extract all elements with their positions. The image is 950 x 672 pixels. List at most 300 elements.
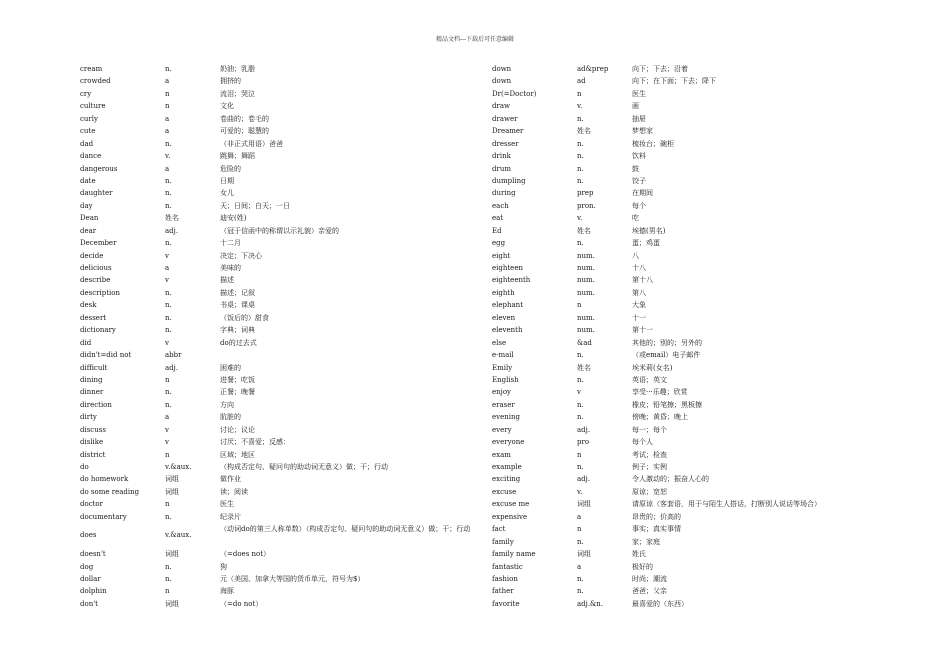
vocab-word: dining	[80, 375, 103, 384]
vocab-part-of-speech: n	[577, 525, 582, 534]
vocab-word: dad	[80, 139, 94, 148]
vocab-part-of-speech: a	[165, 77, 170, 86]
vocabulary-row	[492, 449, 922, 461]
vocab-word: day	[80, 201, 93, 210]
vocab-word: excuse	[492, 487, 517, 496]
vocab-word: eleventh	[492, 326, 523, 335]
vocab-part-of-speech: n.	[165, 313, 172, 322]
vocabulary-row	[492, 498, 922, 510]
vocab-part-of-speech: n.	[577, 587, 584, 596]
vocab-meaning: 梦想家	[632, 127, 653, 136]
vocab-meaning: 画	[632, 102, 639, 111]
vocab-meaning: 吃	[632, 214, 639, 223]
vocab-meaning: 梳妆台；碗柜	[632, 139, 674, 148]
vocabulary-row	[80, 299, 485, 311]
vocab-word: elephant	[492, 301, 524, 310]
vocabulary-row	[80, 113, 485, 125]
vocab-part-of-speech: pron.	[577, 201, 596, 210]
vocab-word: December	[80, 239, 117, 248]
vocabulary-row	[492, 374, 922, 386]
vocabulary-row	[492, 262, 922, 274]
vocab-part-of-speech: n.	[165, 400, 172, 409]
vocabulary-row	[80, 287, 485, 299]
vocab-word: dislike	[80, 438, 104, 447]
vocabulary-row	[80, 473, 485, 485]
vocab-meaning: 元（美国、加拿大等国的货币单元，符号为$）	[220, 574, 365, 583]
vocabulary-row	[80, 386, 485, 398]
vocab-word: dumpling	[492, 176, 526, 185]
vocab-meaning: 家；家庭	[632, 537, 660, 546]
vocab-word: dance	[80, 152, 102, 161]
vocab-part-of-speech: v.&aux.	[165, 531, 192, 540]
vocab-meaning: 每个	[632, 201, 646, 210]
vocabulary-row	[80, 436, 485, 448]
vocab-meaning: 迪安(姓)	[220, 214, 247, 223]
vocab-word: Dreamer	[492, 127, 524, 136]
vocab-part-of-speech: n.	[165, 288, 172, 297]
vocabulary-row	[80, 75, 485, 87]
vocab-word: cream	[80, 65, 103, 73]
vocab-meaning: 时尚；潮流	[632, 574, 667, 583]
vocab-word: does	[80, 531, 97, 540]
vocab-meaning: 卷曲的；卷毛的	[220, 114, 269, 123]
vocab-meaning: 第十八	[632, 276, 653, 285]
vocab-meaning: 日期	[220, 176, 234, 185]
vocab-part-of-speech: n.	[165, 176, 172, 185]
vocab-word: dirty	[80, 413, 97, 422]
vocab-part-of-speech: a	[165, 164, 170, 173]
vocab-part-of-speech: abbr	[165, 351, 182, 360]
vocab-word: don't	[80, 599, 98, 608]
vocabulary-row	[492, 598, 922, 610]
vocab-meaning: （非正式用语）爸爸	[220, 139, 283, 148]
vocab-part-of-speech: num.	[577, 251, 595, 260]
vocabulary-row	[80, 449, 485, 461]
vocab-meaning: 例子；实例	[632, 463, 667, 471]
vocab-meaning: 纪录片	[220, 512, 241, 521]
vocab-meaning: 可爱的；聪慧的	[220, 127, 269, 136]
vocab-word: desk	[80, 301, 97, 310]
vocabulary-row	[492, 113, 922, 125]
vocabulary-row	[492, 486, 922, 498]
vocab-word: do homework	[80, 475, 129, 484]
vocab-meaning: （=does not）	[220, 550, 271, 559]
vocab-part-of-speech: n.	[577, 176, 584, 185]
vocab-word: drink	[492, 152, 511, 161]
vocabulary-row	[80, 461, 485, 473]
vocab-meaning: 第八	[632, 288, 646, 297]
vocab-word: enjoy	[492, 388, 511, 397]
vocab-word: discuss	[80, 425, 106, 434]
vocab-meaning: 十二月	[220, 239, 241, 248]
vocab-part-of-speech: 词组	[577, 500, 591, 509]
vocab-part-of-speech: adj.	[165, 226, 179, 235]
vocab-meaning: 昂贵的；价高的	[632, 512, 681, 521]
vocab-meaning: 八	[632, 251, 639, 260]
vocabulary-column-left	[80, 63, 485, 610]
vocab-meaning: 十八	[632, 264, 646, 272]
vocab-meaning: 描述；记叙	[220, 288, 255, 297]
vocab-part-of-speech: n.	[577, 152, 584, 161]
vocab-part-of-speech: n.	[577, 537, 584, 546]
vocab-meaning: 鼓	[632, 164, 639, 173]
vocabulary-row	[492, 212, 922, 224]
vocab-meaning: 危险的	[220, 164, 241, 173]
vocab-part-of-speech: n	[577, 89, 582, 98]
vocab-part-of-speech: v	[577, 388, 581, 397]
vocab-word: direction	[80, 400, 112, 409]
vocab-meaning: 医生	[220, 500, 234, 509]
vocab-word: during	[492, 189, 516, 198]
vocab-part-of-speech: n.	[577, 351, 584, 360]
vocabulary-row	[80, 498, 485, 510]
vocabulary-row	[492, 561, 922, 573]
vocabulary-row	[80, 548, 485, 560]
vocabulary-row	[80, 274, 485, 286]
vocab-part-of-speech: n.	[577, 574, 584, 583]
vocab-word: did	[80, 338, 92, 347]
vocabulary-row	[492, 436, 922, 448]
vocab-word: dangerous	[80, 164, 118, 173]
vocab-meaning: 进餐；吃饭	[220, 375, 255, 384]
vocab-word: dinner	[80, 388, 104, 397]
vocab-part-of-speech: n.	[165, 562, 172, 571]
vocab-part-of-speech: n.	[165, 239, 172, 248]
vocabulary-row	[80, 312, 485, 324]
vocab-meaning: 女儿	[220, 189, 234, 198]
vocab-meaning: 讨厌；不喜爱；反感：	[220, 438, 290, 447]
vocabulary-row	[80, 598, 485, 610]
vocab-meaning: 事实；真实事情	[632, 525, 681, 534]
vocab-word: English	[492, 375, 519, 384]
vocab-meaning: 医生	[632, 89, 646, 98]
vocabulary-row	[80, 424, 485, 436]
vocab-meaning: 最喜爱的（东西）	[632, 599, 688, 608]
vocab-meaning: 饺子	[632, 176, 646, 185]
vocab-meaning: 英语；英文	[632, 375, 667, 384]
vocab-meaning: 向下；下去；沿着	[632, 65, 688, 73]
vocabulary-row	[80, 100, 485, 112]
vocab-meaning: 抽屉	[632, 114, 646, 123]
vocab-meaning: 狗	[220, 562, 227, 571]
vocab-part-of-speech: 姓名	[577, 127, 591, 136]
vocab-part-of-speech: n	[165, 450, 170, 459]
vocab-part-of-speech: n.	[577, 413, 584, 422]
vocab-word: describe	[80, 276, 111, 285]
vocab-word: exciting	[492, 475, 521, 484]
vocab-meaning: （冠于信函中的称谓以示礼貌）亲爱的	[220, 226, 339, 235]
vocabulary-row	[80, 523, 485, 548]
vocabulary-row	[80, 63, 485, 75]
vocab-meaning: 极好的	[632, 562, 653, 571]
vocab-meaning: 字典；词典	[220, 326, 255, 335]
vocab-meaning: 考试；检查	[632, 450, 667, 459]
vocabulary-row	[492, 163, 922, 175]
vocab-word: doesn't	[80, 550, 106, 559]
vocab-part-of-speech: adj.	[577, 475, 591, 484]
vocab-part-of-speech: v	[165, 338, 169, 347]
vocabulary-row	[492, 461, 922, 473]
vocab-word: date	[80, 176, 96, 185]
vocab-word: exam	[492, 450, 511, 459]
vocabulary-row	[80, 138, 485, 150]
vocab-word: cry	[80, 89, 92, 98]
vocab-part-of-speech: n	[165, 587, 170, 596]
vocabulary-row	[492, 187, 922, 199]
vocab-word: dog	[80, 562, 94, 571]
vocab-word: do some reading	[80, 487, 140, 496]
vocabulary-row	[492, 411, 922, 423]
vocab-meaning: （动词do的第三人称单数）（构成否定句、疑问句的助动词无意义）做；干；行动	[220, 525, 471, 534]
vocab-part-of-speech: n.	[165, 574, 172, 583]
vocab-word: eat	[492, 214, 504, 223]
vocab-meaning: 读；阅读	[220, 487, 248, 496]
vocab-word: eighteenth	[492, 276, 531, 285]
vocab-meaning: 埃米莉(女名)	[632, 363, 673, 372]
vocab-meaning: 饮料	[632, 152, 646, 161]
vocab-word: dictionary	[80, 326, 116, 335]
vocab-meaning: 流泪；哭泣	[220, 89, 255, 98]
vocabulary-row	[492, 63, 922, 75]
vocabulary-row	[80, 237, 485, 249]
vocabulary-row	[80, 262, 485, 274]
vocab-word: do	[80, 463, 89, 471]
vocab-word: excuse me	[492, 500, 530, 509]
vocab-part-of-speech: &ad	[577, 338, 592, 347]
vocabulary-row	[492, 150, 922, 162]
vocab-part-of-speech: n.	[165, 301, 172, 310]
vocabulary-row	[80, 250, 485, 262]
vocabulary-row	[492, 237, 922, 249]
vocabulary-row	[80, 150, 485, 162]
vocab-part-of-speech: n.	[577, 164, 584, 173]
vocab-meaning: 决定；下决心	[220, 251, 262, 260]
vocab-meaning: 肮脏的	[220, 413, 241, 422]
vocab-part-of-speech: num.	[577, 313, 595, 322]
vocab-meaning: 做作业	[220, 475, 241, 484]
vocabulary-row	[492, 125, 922, 137]
vocab-meaning: 正餐；晚餐	[220, 388, 255, 397]
vocab-meaning: do的过去式	[220, 338, 257, 347]
vocab-part-of-speech: a	[165, 413, 170, 422]
vocab-word: dollar	[80, 574, 101, 583]
vocabulary-row	[492, 536, 922, 548]
vocabulary-row	[492, 88, 922, 100]
vocab-meaning: 大象	[632, 301, 646, 310]
vocab-word: example	[492, 463, 522, 471]
vocab-part-of-speech: n	[577, 450, 582, 459]
vocabulary-row	[492, 585, 922, 597]
vocab-word: down	[492, 65, 512, 73]
vocab-meaning: 描述	[220, 276, 234, 285]
vocabulary-row	[80, 88, 485, 100]
vocab-part-of-speech: 词组	[165, 475, 179, 484]
vocabulary-row	[80, 225, 485, 237]
vocab-part-of-speech: v.	[577, 214, 583, 223]
vocabulary-row	[80, 212, 485, 224]
vocab-part-of-speech: adj.	[577, 425, 591, 434]
vocabulary-row	[492, 225, 922, 237]
vocab-word: favorite	[492, 599, 520, 608]
vocab-part-of-speech: v	[165, 425, 169, 434]
vocab-part-of-speech: v.&aux.	[165, 463, 192, 471]
vocab-part-of-speech: v.	[577, 102, 583, 111]
vocab-part-of-speech: 姓名	[577, 226, 591, 235]
vocab-part-of-speech: a	[577, 562, 582, 571]
vocab-word: dessert	[80, 313, 107, 322]
vocab-part-of-speech: v	[165, 251, 169, 260]
vocabulary-row	[492, 511, 922, 523]
vocabulary-row	[492, 274, 922, 286]
vocab-part-of-speech: 词组	[165, 599, 179, 608]
vocabulary-row	[492, 287, 922, 299]
vocab-word: documentary	[80, 512, 127, 521]
vocab-meaning: 方向	[220, 400, 234, 409]
vocab-word: e-mail	[492, 351, 514, 360]
vocab-meaning: 原谅；宽恕	[632, 487, 667, 496]
vocab-part-of-speech: n.	[165, 65, 172, 73]
vocab-part-of-speech: a	[577, 512, 582, 521]
vocab-word: doctor	[80, 500, 103, 509]
vocab-word: didn't=did not	[80, 351, 132, 360]
vocab-word: fact	[492, 525, 506, 534]
vocabulary-row	[80, 585, 485, 597]
vocab-part-of-speech: prep	[577, 189, 594, 198]
vocab-part-of-speech: n.	[577, 114, 584, 123]
vocab-meaning: （饭后的）甜食	[220, 313, 269, 322]
vocabulary-row	[492, 349, 922, 361]
vocab-part-of-speech: ad	[577, 77, 586, 86]
vocab-word: each	[492, 201, 509, 210]
vocab-meaning: 区域；地区	[220, 450, 255, 459]
vocab-meaning: 海豚	[220, 587, 234, 596]
vocabulary-row	[492, 138, 922, 150]
vocab-word: delicious	[80, 264, 112, 272]
vocab-word: dresser	[492, 139, 519, 148]
vocabulary-row	[492, 473, 922, 485]
vocab-part-of-speech: n	[165, 89, 170, 98]
vocabulary-row	[80, 324, 485, 336]
vocabulary-row	[80, 374, 485, 386]
vocab-word: cute	[80, 127, 96, 136]
vocab-part-of-speech: n.	[577, 139, 584, 148]
vocabulary-row	[492, 75, 922, 87]
vocab-meaning: 其他的；别的；另外的	[632, 338, 702, 347]
vocab-meaning: 讨论；议论	[220, 425, 255, 434]
vocab-part-of-speech: n.	[165, 326, 172, 335]
vocabulary-row	[80, 337, 485, 349]
vocabulary-row	[80, 573, 485, 585]
vocab-part-of-speech: num.	[577, 276, 595, 285]
vocab-word: dolphin	[80, 587, 107, 596]
vocabulary-row	[492, 200, 922, 212]
vocabulary-row	[492, 523, 922, 535]
vocabulary-row	[492, 386, 922, 398]
vocab-part-of-speech: adj.&n.	[577, 599, 604, 608]
vocab-meaning: 向下；在下面；下去；降下	[632, 77, 716, 86]
vocabulary-row	[80, 175, 485, 187]
vocabulary-row	[80, 561, 485, 573]
vocabulary-row	[80, 511, 485, 523]
vocabulary-row	[492, 100, 922, 112]
vocab-part-of-speech: n	[577, 301, 582, 310]
vocab-part-of-speech: v.	[577, 487, 583, 496]
vocab-meaning: 橡皮；铅笔擦；黑板擦	[632, 400, 702, 409]
vocab-word: down	[492, 77, 512, 86]
vocab-part-of-speech: ad&prep	[577, 65, 609, 73]
vocab-meaning: 请原谅（客套语，用于与陌生人搭话，打断别人说话等场合）	[632, 500, 821, 509]
vocab-part-of-speech: n.	[577, 463, 584, 471]
vocab-part-of-speech: n.	[577, 375, 584, 384]
vocab-word: daughter	[80, 189, 113, 198]
vocab-meaning: 爸爸；父亲	[632, 587, 667, 596]
vocab-word: egg	[492, 239, 506, 248]
vocab-meaning: （或email）电子邮件	[632, 351, 701, 360]
vocab-part-of-speech: adj.	[165, 363, 179, 372]
vocabulary-row	[80, 187, 485, 199]
vocab-word: crowded	[80, 77, 111, 86]
vocab-word: family name	[492, 550, 536, 559]
vocabulary-row	[80, 362, 485, 374]
vocab-word: expensive	[492, 512, 528, 521]
vocab-part-of-speech: n.	[165, 139, 172, 148]
vocab-word: district	[80, 450, 106, 459]
vocabulary-row	[492, 362, 922, 374]
vocab-part-of-speech: n.	[165, 512, 172, 521]
vocab-meaning: （=do not）	[220, 599, 263, 608]
vocab-word: eraser	[492, 400, 515, 409]
vocab-word: fantastic	[492, 562, 523, 571]
vocab-part-of-speech: n	[165, 375, 170, 384]
vocabulary-row	[492, 324, 922, 336]
vocabulary-row	[492, 175, 922, 187]
vocab-meaning: 美味的	[220, 264, 241, 272]
vocab-word: eighteen	[492, 264, 523, 272]
vocab-meaning: 傍晚；黄昏；晚上	[632, 413, 688, 422]
vocab-meaning: 拥挤的	[220, 77, 241, 86]
vocab-part-of-speech: n	[165, 500, 170, 509]
vocab-word: drum	[492, 164, 511, 173]
vocab-word: difficult	[80, 363, 108, 372]
vocab-word: eight	[492, 251, 511, 260]
vocab-word: every	[492, 425, 512, 434]
vocab-word: culture	[80, 102, 106, 111]
vocab-word: Dr(=Doctor)	[492, 89, 537, 98]
vocab-part-of-speech: n.	[165, 388, 172, 397]
vocab-part-of-speech: 词组	[165, 550, 179, 559]
vocabulary-row	[80, 200, 485, 212]
vocab-part-of-speech: v.	[165, 152, 171, 161]
vocab-part-of-speech: n.	[577, 239, 584, 248]
vocab-part-of-speech: 词组	[165, 487, 179, 496]
vocabulary-row	[492, 548, 922, 560]
vocabulary-row	[492, 424, 922, 436]
vocab-word: eighth	[492, 288, 515, 297]
vocab-word: fashion	[492, 574, 518, 583]
vocab-part-of-speech: n	[165, 102, 170, 111]
vocab-meaning: 奶油；乳脂	[220, 65, 255, 73]
vocab-part-of-speech: num.	[577, 288, 595, 297]
vocabulary-row	[492, 299, 922, 311]
vocab-part-of-speech: n.	[165, 201, 172, 210]
vocab-meaning: 埃德(男名)	[632, 226, 666, 235]
page-header: 精品文档---下载后可任意编辑	[435, 36, 515, 43]
vocab-word: dear	[80, 226, 97, 235]
vocab-meaning: 十一	[632, 313, 646, 322]
vocab-meaning: 令人激动的；振奋人心的	[632, 475, 709, 484]
vocabulary-row	[80, 411, 485, 423]
vocab-meaning: 困难的	[220, 363, 241, 372]
